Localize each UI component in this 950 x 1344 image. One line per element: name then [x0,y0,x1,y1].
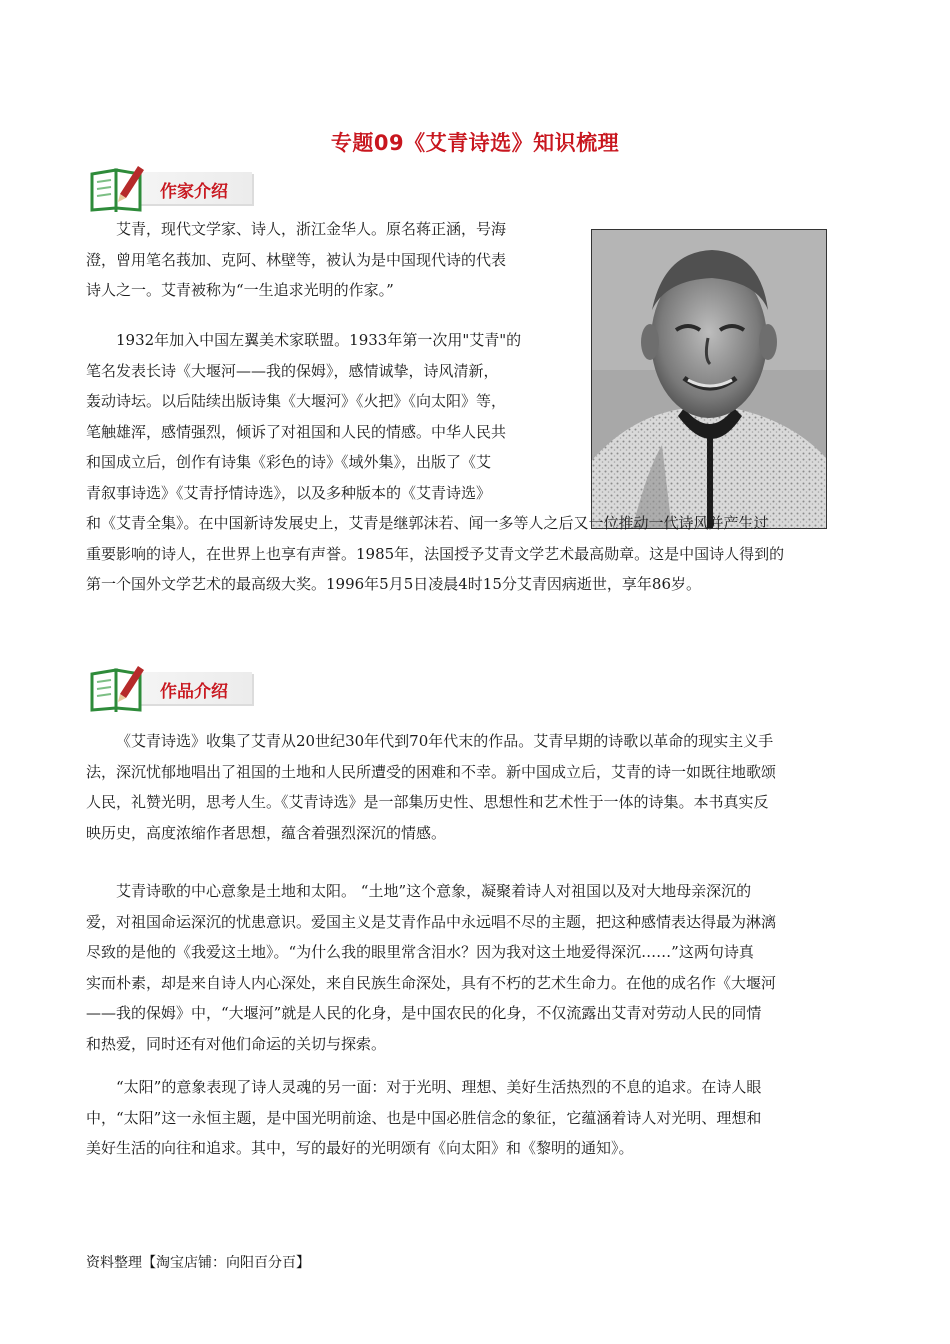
author-intro-paragraph [86,214,506,306]
book-pen-icon [86,660,148,716]
imagery-land-paragraph [86,876,776,1059]
text-line: 尽致的是他的《我爱这土地》。“为什么我的眼里常含泪水？因为我对这土地爱得深沉……”这两句诗真 [86,943,754,961]
text-line: 诗人之一。艾青被称为“一生追求光明的作家。” [86,281,394,299]
text-line: 爱，对祖国命运深沉的忧患意识。爱国主义是艾青作品中永远唱不尽的主题，把这种感情表达得最为淋漓 [86,912,777,931]
text-line: 人民，礼赞光明，思考人生。《艾青诗选》是一部集历史性、思想性和艺术性于一体的诗集。本书真实反 [86,793,769,811]
works-intro-paragraph [86,726,776,848]
text-line: 1932年加入中国左翼美术家联盟。1933年第一次用"艾青"的 [116,331,522,349]
imagery-sun-paragraph [86,1072,761,1164]
text-line: 重要影响的诗人，在世界上也享有声誉。1985年，法国授予艾青文学艺术最高勋章。这是中国诗人得到的 [86,544,785,563]
text-line: 《艾青诗选》收集了艾青从20世纪30年代到70年代末的作品。艾青早期的诗歌以革命的现实主义手 [116,732,774,750]
book-pen-icon [86,160,148,216]
text-line: 轰动诗坛。以后陆续出版诗集《大堰河》《火把》《向太阳》等， [86,392,507,410]
page-title: 专题09《艾青诗选》知识梳理 [330,131,620,155]
text-line: 第一个国外文学艺术的最高级大奖。1996年5月5日凌晨4时15分艾青因病逝世，享年86岁。 [86,575,701,593]
text-line: 法，深沉忧郁地唱出了祖国的土地和人民所遭受的困难和不幸。新中国成立后，艾青的诗一如既往地歌颂 [86,762,777,781]
text-line: 美好生活的向往和追求。其中，写的最好的光明颂有《向太阳》和《黎明的通知》。 [86,1139,634,1157]
text-line: 中，“太阳”这一永恒主题，是中国光明前途、也是中国必胜信念的象征，它蕴涵着诗人对光明、理想和 [86,1108,762,1127]
text-line: 和国成立后，创作有诗集《彩色的诗》《域外集》，出版了《艾 [86,453,492,471]
text-line: 实而朴素，却是来自诗人内心深处，来自民族生命深处，具有不朽的艺术生命力。在他的成名作《大堰河 [86,973,777,992]
text-line: ——我的保姆》中，“大堰河”就是人民的化身，是中国农民的化身，不仅流露出艾青对劳动人民的同情 [86,1004,762,1022]
text-line: 和《艾青全集》。在中国新诗发展史上，艾青是继郭沫若、闻一多等人之后又一位推动一代诗风并产生过 [86,514,769,532]
text-line: 艾青，现代文学家、诗人，浙江金华人。原名蒋正涵，号海 [116,220,507,238]
text-line: “太阳”的意象表现了诗人灵魂的另一面：对于光明、理想、美好生活热烈的不息的追求。在诗人眼 [116,1078,762,1096]
text-line: 笔触雄浑，感情强烈，倾诉了对祖国和人民的情感。中华人民共 [86,422,507,441]
text-line: 和热爱，同时还有对他们命运的关切与探索。 [86,1034,387,1053]
section-title-works: 作品介绍 [160,682,228,702]
section-title-author: 作家介绍 [160,182,228,202]
author-bio-paragraph [86,325,784,600]
text-line: 青叙事诗选》《艾青抒情诗选》，以及多种版本的《艾青诗选》 [86,483,492,502]
footer-note: 资料整理【淘宝店铺：向阳百分百】 [86,1255,310,1271]
section-header-works [86,660,266,716]
section-header-author [86,160,266,216]
text-line: 笔名发表长诗《大堰河——我的保姆》，感情诚挚，诗风清新， [86,361,499,380]
text-line: 澄，曾用笔名莪加、克阿、林壁等，被认为是中国现代诗的代表 [86,250,507,269]
text-line: 艾青诗歌的中心意象是土地和太阳。 “土地”这个意象，凝聚着诗人对祖国以及对大地母亲深沉的 [116,882,752,900]
text-line: 映历史，高度浓缩作者思想，蕴含着强烈深沉的情感。 [86,823,447,842]
